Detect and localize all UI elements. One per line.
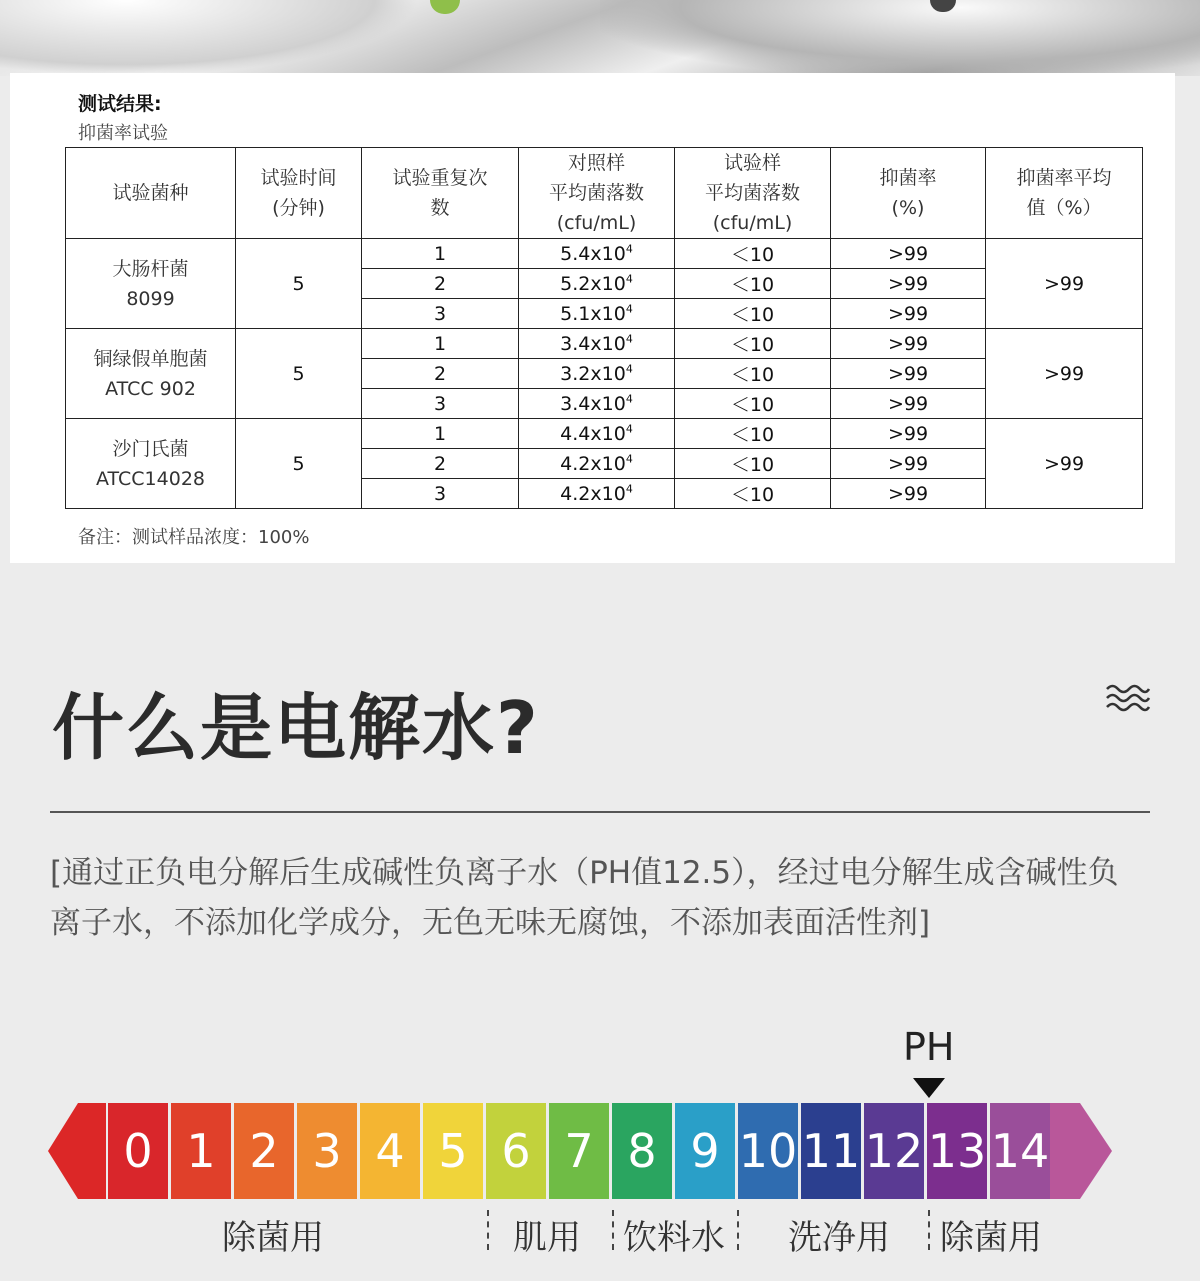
use-label-skin: 肌用 <box>513 1218 581 1258</box>
section-description: [通过正负电分解后生成碱性负离子水（PH值12.5），经过电分解生成含碱性负离子水，不添加化学成分，无色无味无腐蚀，不添加表面活性剂] <box>50 855 1119 941</box>
table-row <box>66 419 1143 449</box>
rate-cell: >99 <box>831 419 986 449</box>
header-repeats <box>362 148 519 239</box>
header-text: (%) <box>891 197 925 219</box>
rate-cell: >99 <box>831 239 986 269</box>
control-cell <box>519 299 675 329</box>
control-cell <box>519 479 675 509</box>
control-value: 5.1x10 <box>560 302 626 325</box>
test-cell: ＜10 <box>675 299 831 329</box>
header-text: 试验重复次 <box>392 167 488 189</box>
section-title: 什么是电解水? <box>52 686 540 770</box>
control-value: 5.2x10 <box>560 272 626 295</box>
control-exponent: 4 <box>625 272 633 286</box>
control-exponent: 4 <box>625 452 633 466</box>
results-table <box>65 147 1143 509</box>
test-cell: ＜10 <box>675 389 831 419</box>
ph-segment: 0 <box>108 1103 168 1199</box>
photo-fold <box>0 0 420 76</box>
rate-cell: >99 <box>831 329 986 359</box>
report-title: 测试结果: <box>78 93 162 115</box>
test-cell: ＜10 <box>675 329 831 359</box>
control-cell <box>519 449 675 479</box>
header-text: 值（%） <box>1026 197 1102 219</box>
control-exponent: 4 <box>625 332 633 346</box>
scale-right-end <box>1050 1103 1080 1199</box>
header-test <box>675 148 831 239</box>
ph-segment: 3 <box>297 1103 357 1199</box>
use-label-wash: 洗净用 <box>788 1218 890 1258</box>
ph-segment: 14 <box>990 1103 1050 1199</box>
ph-segment: 8 <box>612 1103 672 1199</box>
header-text: 抑菌率平均 <box>1016 167 1112 189</box>
test-report-panel <box>10 73 1175 563</box>
header-text: 平均菌落数 <box>548 182 644 204</box>
ph-segment: 6 <box>486 1103 546 1199</box>
header-rate <box>831 148 986 239</box>
control-exponent: 4 <box>625 362 633 376</box>
use-label-sterilize-2: 除菌用 <box>940 1218 1042 1258</box>
use-divider <box>928 1210 930 1250</box>
header-photo <box>0 0 1200 76</box>
ph-segment: 9 <box>675 1103 735 1199</box>
ph-label: PH <box>903 1025 955 1069</box>
photo-fold <box>600 0 1200 76</box>
rate-cell: >99 <box>831 479 986 509</box>
control-cell <box>519 329 675 359</box>
repeat-cell: 3 <box>362 479 519 509</box>
control-cell <box>519 419 675 449</box>
ph-segment: 2 <box>234 1103 294 1199</box>
control-value: 4.2x10 <box>560 452 626 475</box>
table-row <box>66 329 1143 359</box>
repeat-cell: 1 <box>362 239 519 269</box>
ph-segment: 13 <box>927 1103 987 1199</box>
repeat-cell: 1 <box>362 329 519 359</box>
ph-segment: 10 <box>738 1103 798 1199</box>
results-body <box>66 239 1143 509</box>
average-cell: >99 <box>986 419 1143 509</box>
test-cell: ＜10 <box>675 239 831 269</box>
ph-marker-icon <box>913 1078 945 1098</box>
report-note: 备注：测试样品浓度：100% <box>78 527 310 548</box>
header-text: 抑菌率 <box>879 167 937 189</box>
ph-segment: 1 <box>171 1103 231 1199</box>
rate-cell: >99 <box>831 449 986 479</box>
control-value: 5.4x10 <box>560 242 626 265</box>
test-cell: ＜10 <box>675 479 831 509</box>
water-wave-icon <box>1105 683 1151 713</box>
header-text: (分钟) <box>272 197 325 219</box>
header-text: 试验菌种 <box>112 182 189 204</box>
control-exponent: 4 <box>625 302 633 316</box>
use-divider <box>737 1210 739 1250</box>
repeat-cell: 3 <box>362 299 519 329</box>
header-text: 试验时间 <box>260 167 337 189</box>
repeat-cell: 3 <box>362 389 519 419</box>
time-cell: 5 <box>236 419 362 509</box>
test-cell: ＜10 <box>675 269 831 299</box>
ph-segment: 5 <box>423 1103 483 1199</box>
repeat-cell: 2 <box>362 359 519 389</box>
strain-name: ATCC 902 <box>105 377 196 400</box>
use-label-sterilize: 除菌用 <box>222 1218 324 1258</box>
repeat-cell: 1 <box>362 419 519 449</box>
header-control <box>519 148 675 239</box>
test-cell: ＜10 <box>675 449 831 479</box>
rate-cell: >99 <box>831 299 986 329</box>
header-text: 试验样 <box>723 152 781 174</box>
control-exponent: 4 <box>625 392 633 406</box>
repeat-cell: 2 <box>362 269 519 299</box>
control-exponent: 4 <box>625 242 633 256</box>
header-text: 对照样 <box>567 152 625 174</box>
header-average <box>986 148 1143 239</box>
ph-segment: 4 <box>360 1103 420 1199</box>
ph-segment: 12 <box>864 1103 924 1199</box>
header-text: 数 <box>430 197 450 219</box>
header-text: (cfu/mL) <box>556 212 637 234</box>
time-cell: 5 <box>236 239 362 329</box>
use-label-drink: 饮料水 <box>623 1218 725 1258</box>
test-cell: ＜10 <box>675 359 831 389</box>
leaf-decoration <box>430 0 460 14</box>
control-value: 3.4x10 <box>560 332 626 355</box>
header-text: 平均菌落数 <box>704 182 800 204</box>
control-value: 3.4x10 <box>560 392 626 415</box>
use-divider <box>487 1210 489 1250</box>
header-strain <box>66 148 236 239</box>
scale-left-end <box>78 1103 106 1199</box>
header-time <box>236 148 362 239</box>
repeat-cell: 2 <box>362 449 519 479</box>
ph-scale-bar <box>0 1103 1200 1199</box>
control-value: 4.2x10 <box>560 482 626 505</box>
control-cell <box>519 389 675 419</box>
report-subtitle: 抑菌率试验 <box>78 123 168 144</box>
control-cell <box>519 359 675 389</box>
rate-cell: >99 <box>831 269 986 299</box>
strain-cell <box>66 239 236 329</box>
rate-cell: >99 <box>831 359 986 389</box>
time-cell: 5 <box>236 329 362 419</box>
average-cell: >99 <box>986 239 1143 329</box>
table-header-row <box>66 148 1143 239</box>
control-value: 3.2x10 <box>560 362 626 385</box>
strain-cell <box>66 419 236 509</box>
strain-name: 8099 <box>126 287 175 310</box>
scale-right-arrow-icon <box>1080 1103 1112 1199</box>
strain-name: 大肠杆菌 <box>112 257 189 280</box>
control-exponent: 4 <box>625 482 633 496</box>
test-cell: ＜10 <box>675 419 831 449</box>
control-cell <box>519 269 675 299</box>
table-row <box>66 239 1143 269</box>
control-value: 4.4x10 <box>560 422 626 445</box>
use-divider <box>612 1210 614 1250</box>
strain-cell <box>66 329 236 419</box>
rate-cell: >99 <box>831 389 986 419</box>
control-exponent: 4 <box>625 422 633 436</box>
strain-name: 铜绿假单胞菌 <box>93 347 208 370</box>
strain-name: ATCC14028 <box>96 467 205 490</box>
header-text: (cfu/mL) <box>712 212 793 234</box>
scale-left-arrow-icon <box>48 1103 78 1199</box>
section-divider <box>50 811 1150 813</box>
ph-segment: 11 <box>801 1103 861 1199</box>
ph-segment: 7 <box>549 1103 609 1199</box>
control-cell <box>519 239 675 269</box>
strain-name: 沙门氏菌 <box>112 437 189 460</box>
average-cell: >99 <box>986 329 1143 419</box>
